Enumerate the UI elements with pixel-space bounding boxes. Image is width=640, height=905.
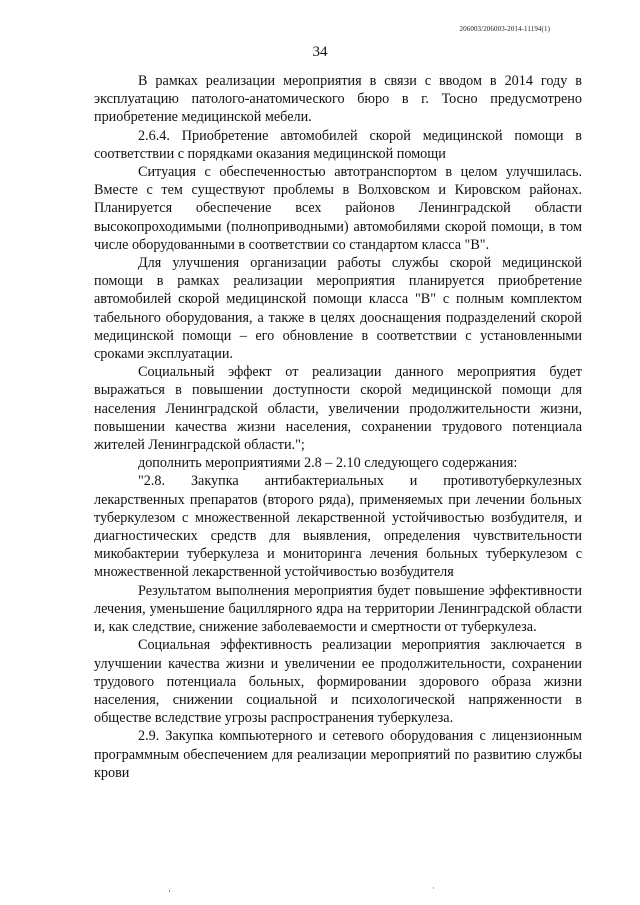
paragraph-pathology-bureau: В рамках реализации мероприятия в связи с вводом в 2014 году в эксплуатацию патолого-анатомического бюро в г. Тосно предусмотрено приобретение медицинской мебели. — [94, 73, 582, 126]
page-number: 34 — [312, 44, 328, 60]
document-code: 206003/206003-2014-11194(1) — [459, 25, 550, 33]
paragraph-treatment-result: Результатом выполнения мероприятия будет повышение эффективности лечения, уменьшение бациллярного ядра на территории Ленинградской области и, как следствие, снижение заболеваемости и смертности от туберкулеза. — [94, 582, 582, 636]
paragraph-social-efficiency: Социальная эффективность реализации мероприятия заключается в улучшении качества жизни и увеличении ее продолжительности, сохранении трудового потенциала больных, формировании здорового образа жизни населения, снижении социальной и психологической напряженности в обществе вследствие угрозы распространения туберкулеза. — [94, 637, 582, 727]
scan-mark-right: · — [432, 883, 435, 893]
section-heading-2-6-4: 2.6.4. Приобретение автомобилей скорой медицинской помощи в соответствии с порядками оказания медицинской помощи — [94, 127, 582, 162]
paragraph-ambulance-purchase: Для улучшения организации работы службы скорой медицинской помощи в рамках реализации мероприятия планируется приобретение автомобилей скорой медицинской помощи класса "В" с полным комплектом табельного оборудования, а также в целях дооснащения подразделений скорой медицинской помощи – его обновление в соответствии с установленными сроками эксплуатации. — [94, 255, 582, 363]
paragraph-amendment-intro: дополнить мероприятиями 2.8 – 2.10 следующего содержания: — [138, 455, 518, 472]
section-heading-2-9: 2.9. Закупка компьютерного и сетевого оборудования с лицензионным программным обеспечением для реализации мероприятий по развитию службы крови — [94, 728, 582, 781]
document-body — [94, 72, 582, 782]
paragraph-transport-situation: Ситуация с обеспеченностью автотранспортом в целом улучшилась. Вместе с тем существуют проблемы в Волховском и Кировском районах. Планируется обеспечение всех районов Ленинградской области высокопроходимыми (полноприводными) автомобилями скорой помощи, в том числе оборудованными в соответствии со стандартом класса "В". — [94, 164, 582, 253]
paragraph-social-effect: Социальный эффект от реализации данного мероприятия будет выражаться в повышении доступности скорой медицинской помощи для населения Ленинградской области, увеличении продолжительности жизни, повышении качества жизни населения, сохранении трудового потенциала жителей Ленинградской области."; — [94, 364, 582, 454]
scan-mark-left: ‚ — [168, 883, 171, 893]
section-heading-2-8: "2.8. Закупка антибактериальных и противотуберкулезных лекарственных препаратов (второго ряда), применяемых при лечении больных туберкулезом с множественной лекарственной устойчивостью возбудителя, и диагностических средств для выявления, определения чувствительности микобактерии туберкулеза и мониторинга лечения больных туберкулезом с множественной лекарственной устойчивостью возбудителя — [94, 473, 582, 581]
